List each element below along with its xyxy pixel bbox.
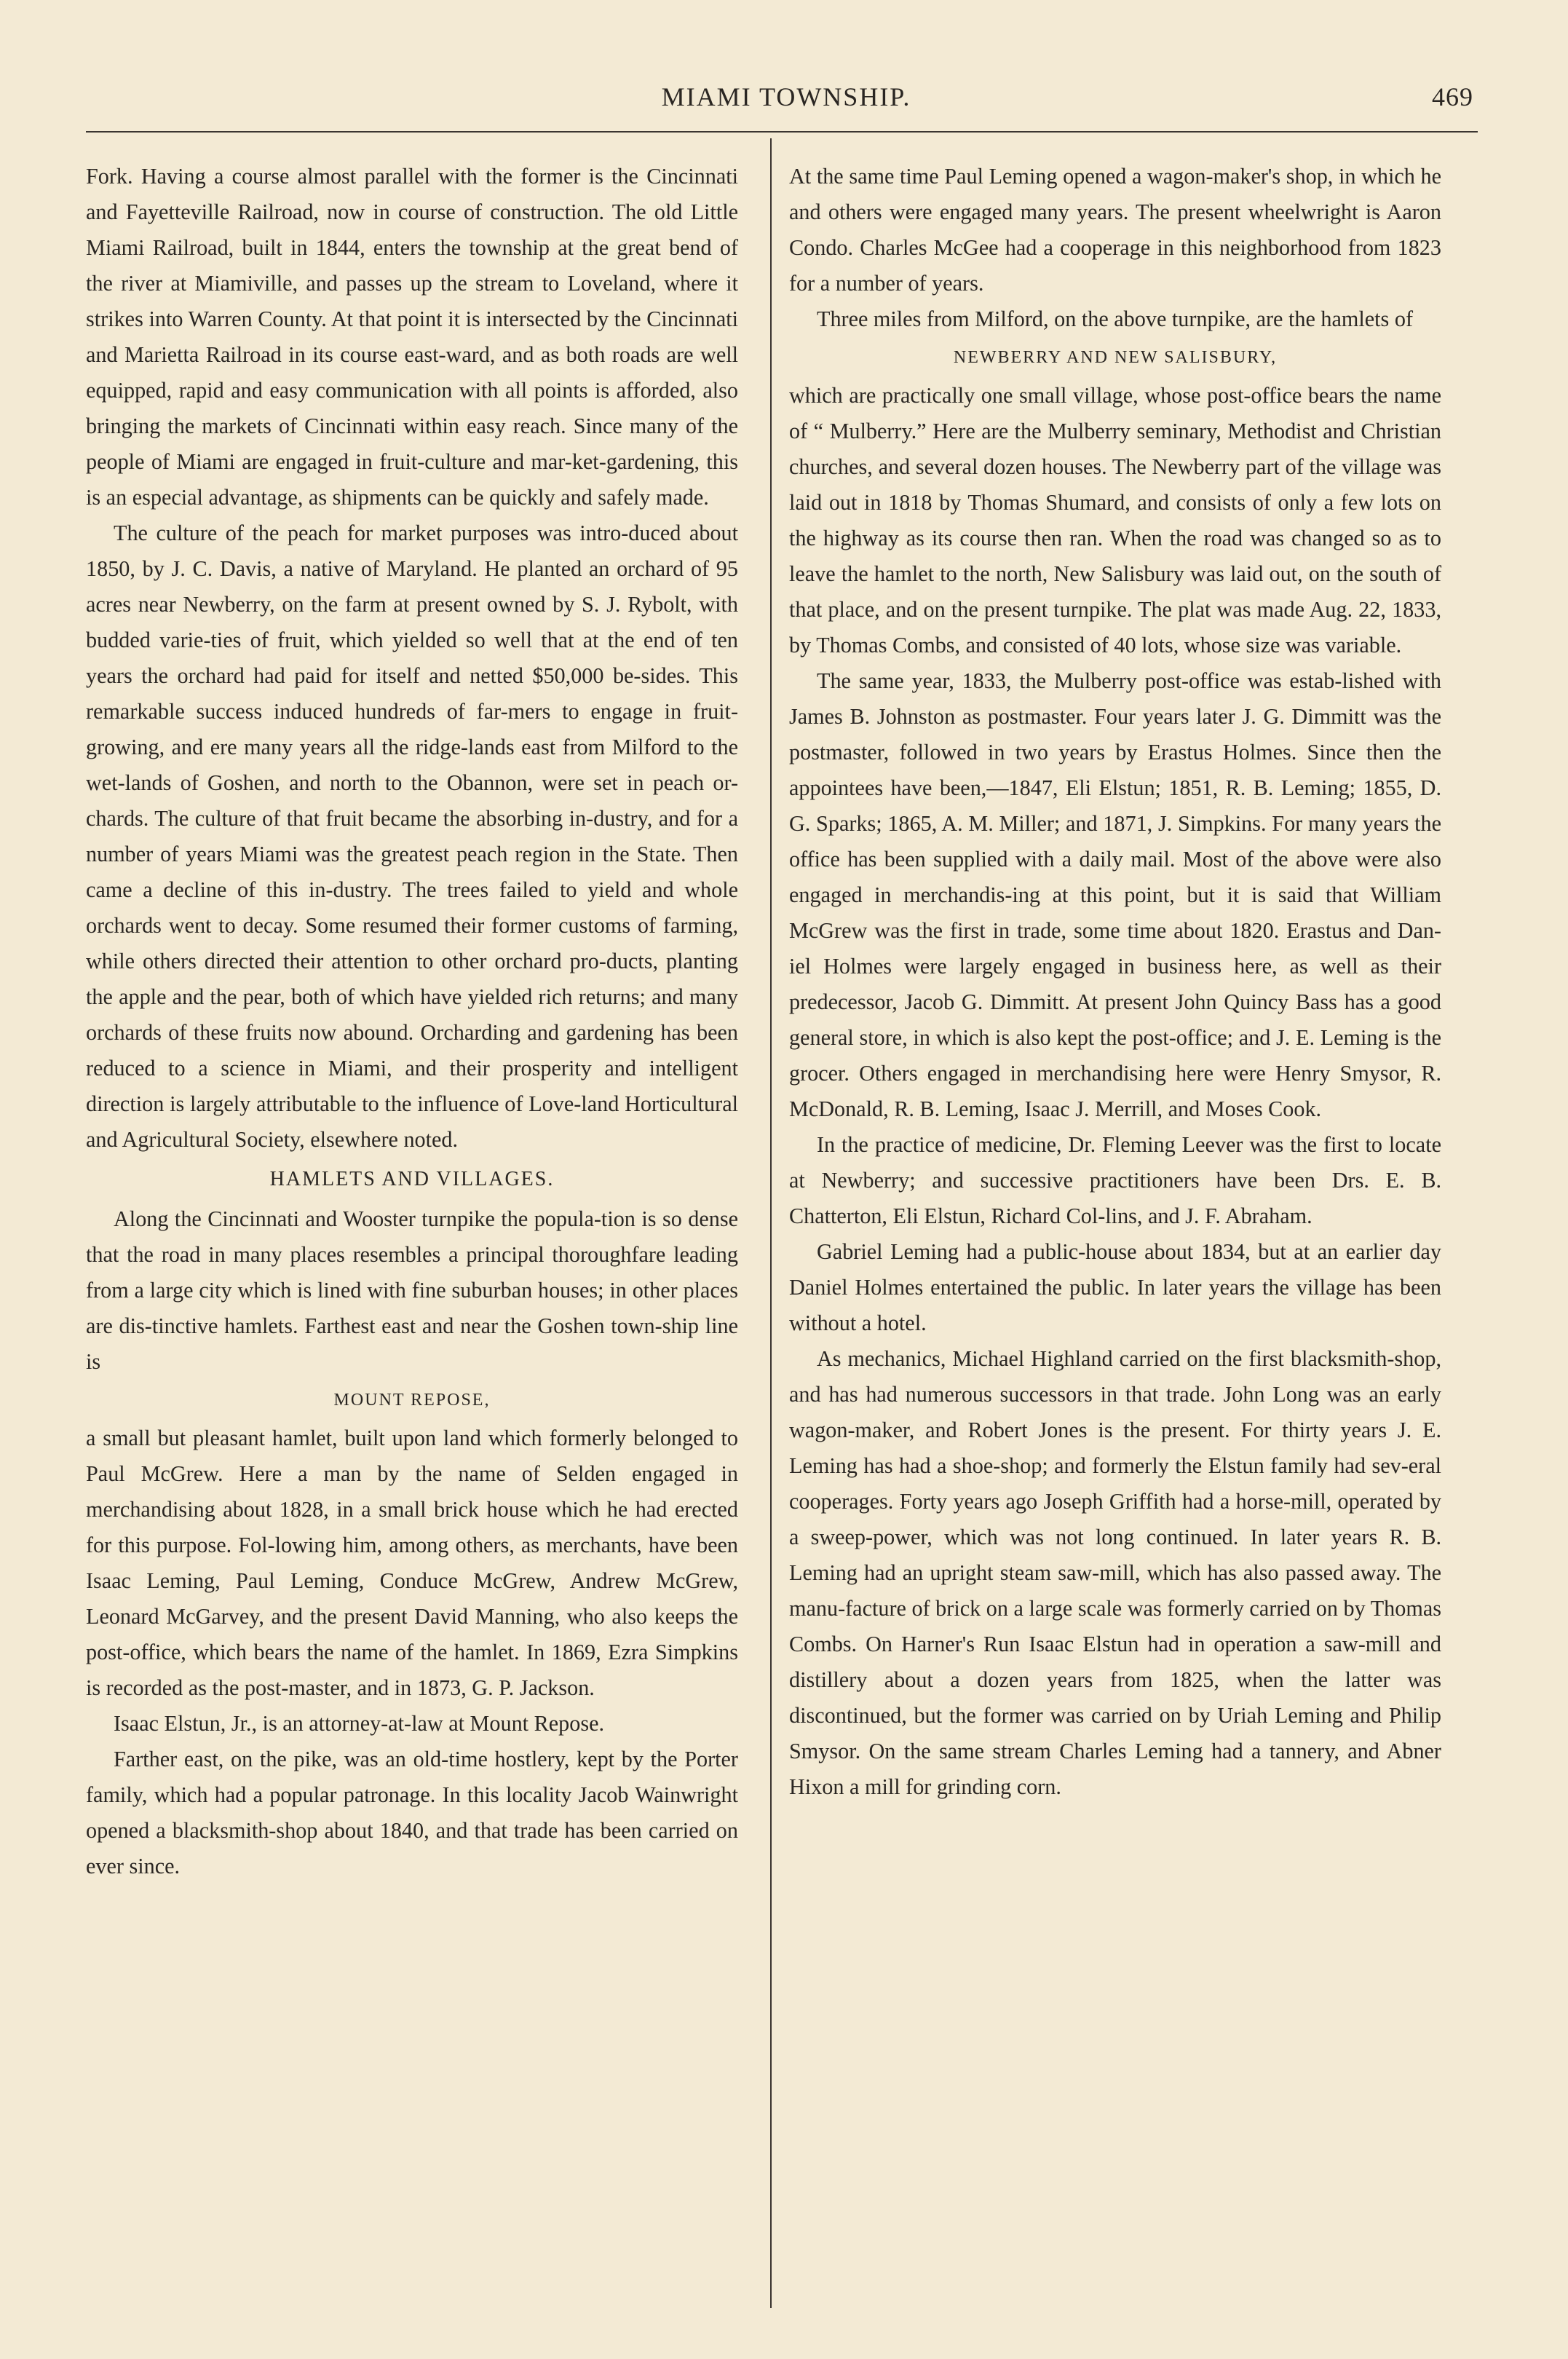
column-divider bbox=[770, 138, 772, 2308]
header-rule bbox=[86, 131, 1478, 133]
paragraph-peach-culture: The culture of the peach for market purposes was intro-duced about 1850, by J. C. Davis, a native of Maryland. He planted an orchard of 95 acres near Newberry, on the farm at present owned by S. J. Rybolt, with budded varie-ties of fruit, which yielded so well that at the end of ten years the orchard had paid for itself and netted $50,000 be-sides. This remarkable success induced hundreds of far-mers to engage in fruit-growing, and ere many years all the ridge-lands east from Milford to the wet-lands of Goshen, and north to the Obannon, were set in peach or-chards. The culture of that fruit became the absorbing in-dustry, and for a number of years Miami was the greatest peach region in the State. Then came a decline of this in-dustry. The trees failed to yield and whole orchards went to decay. Some resumed their former customs of farming, while others directed their attention to other orchard pro-ducts, planting the apple and the pear, both of which have yielded rich returns; and many orchards of these fruits now abound. Orcharding and gardening has been reduced to a science in Miami, and their prosperity and intelligent direction is largely attributable to the influence of Love-land Horticultural and Agricultural Society, elsewhere noted. bbox=[86, 521, 738, 1152]
paragraph-hostlery: Farther east, on the pike, was an old-time hostlery, kept by the Porter family, which had a popular patronage. In this locality Jacob Wainwright opened a blacksmith-shop about 1840, and that trade has been carried on ever since. bbox=[86, 1747, 738, 1878]
subheading-mount-repose: MOUNT REPOSE, bbox=[333, 1391, 491, 1410]
paragraph-turnpike: Along the Cincinnati and Wooster turnpike the popula-tion is so dense that the road in many places resembles a principal thoroughfare leading from a large city which is lined with fine suburban houses; in other places are dis-tinctive hamlets. Farthest east and near the Goshen town-ship line is bbox=[86, 1206, 738, 1374]
paragraph-mechanics: As mechanics, Michael Highland carried on the first blacksmith-shop, and has had numerous successors in that trade. John Long was an early wagon-maker, and Robert Jones is the present. For thirty years J. E. Leming has had a shoe-shop; and formerly the Elstun family had sev-eral cooperages. Forty years ago Joseph Griffith had a horse-mill, operated by a sweep-power, which was not long continued. In later years R. B. Leming had an upright steam saw-mill, which has also passed away. The manu-facture of brick on a large scale was formerly carried on by Thomas Combs. On Harner's Run Isaac Elstun had in operation a saw-mill and distillery about a dozen years from 1825, when the latter was discontinued, but the former was carried on by Uriah Leming and Philip Smysor. On the same stream Charles Leming had a tannery, and Abner Hixon a mill for grinding corn. bbox=[789, 1346, 1441, 1799]
page-number: 469 bbox=[1432, 82, 1473, 111]
paragraph-public-house: Gabriel Leming had a public-house about 1834, but at an earlier day Daniel Holmes entertained the public. In later years the village has been without a hotel. bbox=[789, 1239, 1441, 1335]
left-column bbox=[86, 159, 738, 1884]
paragraph-elstun: Isaac Elstun, Jr., is an attorney-at-law at Mount Repose. bbox=[114, 1711, 605, 1736]
paragraph-post-office: The same year, 1833, the Mulberry post-office was estab-lished with James B. Johnston as postmaster. Four years later J. G. Dimmitt was the postmaster, followed in two years by Erastus Holmes. Since then the appointees have been,—1847, Eli Elstun; 1851, R. B. Leming; 1855, D. G. Sparks; 1865, A. M. Miller; and 1871, J. Simpkins. For many years the office has been supplied with a daily mail. Most of the above were also engaged in merchandis-ing at this point, but it is said that William McGrew was the first in trade, some time about 1820. Erastus and Dan-iel Holmes were largely engaged in business here, as well as their predecessor, Jacob G. Dimmitt. At present John Quincy Bass has a good general store, in which is also kept the post-office; and J. E. Leming is the grocer. Others engaged in merchandising here were Henry Smysor, R. McDonald, R. B. Leming, Isaac J. Merrill, and Moses Cook. bbox=[789, 668, 1441, 1121]
paragraph-newberry: which are practically one small village, whose post-office bears the name of “ Mulberry.” Here are the Mulberry seminary, Methodist and Christian churches, and several dozen houses. The Newberry part of the village was laid out in 1818 by Thomas Shumard, and consists of only a few lots on the highway as its course then ran. When the road was changed so as to leave the hamlet to the north, New Salisbury was laid out, on the south of that place, and on the present turnpike. The plat was made Aug. 22, 1833, by Thomas Combs, and consisted of 40 lots, whose size was variable. bbox=[789, 383, 1441, 657]
right-column bbox=[789, 159, 1441, 1805]
running-title: MIAMI TOWNSHIP. bbox=[661, 82, 911, 111]
paragraph-railroads: Fork. Having a course almost parallel with the former is the Cincinnati and Fayetteville Railroad, now in course of construction. The old Little Miami Railroad, built in 1844, enters the township at the great bend of the river at Miamiville, and passes up the stream to Loveland, where it strikes into Warren County. At that point it is intersected by the Cincinnati and Marietta Railroad in its course east-ward, and as both roads are well equipped, rapid and easy communication with all points is afforded, also bringing the markets of Cincinnati within easy reach. Since many of the people of Miami are engaged in fruit-culture and mar-ket-gardening, this is an especial advantage, as shipments can be quickly and safely made. bbox=[86, 164, 738, 510]
subheading-newberry: NEWBERRY AND NEW SALISBURY, bbox=[953, 348, 1278, 367]
paragraph-mount-repose: a small but pleasant hamlet, built upon land which formerly belonged to Paul McGrew. Here a man by the name of Selden engaged in merchandising about 1828, in a small brick house which he had erected for this purpose. Fol-lowing him, among others, as merchants, have been Isaac Leming, Paul Leming, Conduce McGrew, Andrew McGrew, Leonard McGarvey, and the present David Manning, who also keeps the post-office, which bears the name of the hamlet. In 1869, Ezra Simpkins is recorded as the post-master, and in 1873, G. P. Jackson. bbox=[86, 1426, 738, 1700]
paragraph-wagon-maker: At the same time Paul Leming opened a wagon-maker's shop, in which he and others were engaged many years. The present wheelwright is Aaron Condo. Charles McGee had a cooperage in this neighborhood from 1823 for a number of years. bbox=[789, 164, 1441, 296]
paragraph-hamlets-intro: Three miles from Milford, on the above turnpike, are the hamlets of bbox=[817, 307, 1413, 331]
paragraph-medicine: In the practice of medicine, Dr. Fleming Leever was the first to locate at Newberry; and successive practitioners have been Drs. E. B. Chatterton, Eli Elstun, Richard Col-lins, and J. F. Abraham. bbox=[789, 1132, 1441, 1228]
section-heading-hamlets: HAMLETS AND VILLAGES. bbox=[269, 1168, 555, 1190]
